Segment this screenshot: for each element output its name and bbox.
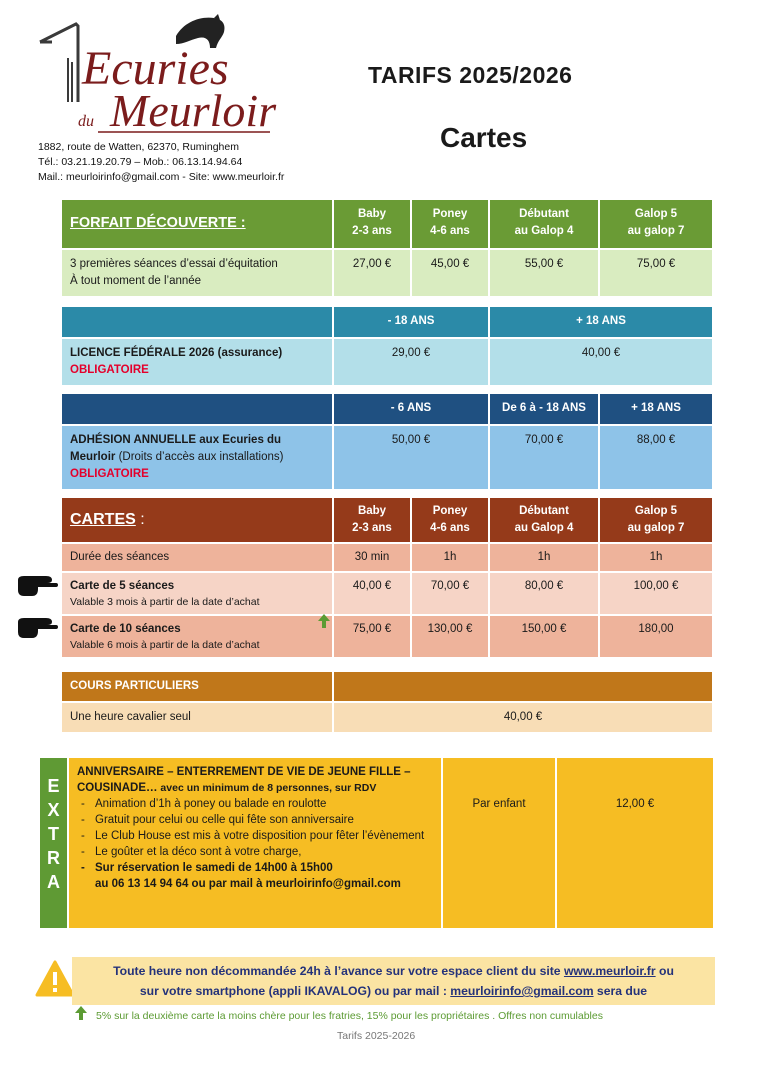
price-cell: 45,00 € [411, 249, 489, 297]
list-item: - Gratuit pour celui ou celle qui fête son anniversaire [77, 812, 433, 828]
pointing-hand-icon [16, 572, 58, 598]
extra-description: ANNIVERSAIRE – ENTERREMENT DE VIE DE JEUNE FILLE – COUSINADE… avec un minimum de 8 personnes, sur RDV - Animation d’1h à poney ou balade en roulotte - Gratuit pour celui ou celle qui fête son anniversaire - Le Club House est mis à votre disposition pour fêter l’évènement - Le goûter et la déco sont à votre charge, - Sur réservation le samedi de 14h00 à 15h00 au 06 13 14 94 64 ou par mail à meurloirinfo@gmail.com [69, 758, 441, 928]
duration-cell: 30 min [333, 543, 411, 572]
price-cell: 55,00 € [489, 249, 599, 297]
col-baby: Baby 2-3 ans [333, 199, 411, 249]
address: 1882, route de Watten, 62370, Ruminghem [38, 141, 239, 153]
col-debutant: Débutant au Galop 4 [489, 199, 599, 249]
price-cell: 40,00 € [333, 702, 713, 733]
price-cell: 70,00 € [489, 425, 599, 490]
card5-label: Carte de 5 séances Valable 3 mois à partir de la date d’achat [61, 572, 333, 615]
mail-site[interactable]: Mail.: meurloirinfo@gmail.com - Site: www.meurloir.fr [38, 171, 285, 183]
ecuries-logo [38, 14, 278, 140]
extra-booking-contact: au 06 13 14 94 64 ou par mail à meurloirinfo@gmail.com [95, 878, 401, 890]
licence-label: LICENCE FÉDÉRALE 2026 (assurance) [70, 347, 283, 359]
price-cell: 75,00 € [333, 615, 411, 658]
adhesion-col-under6: - 6 ANS [333, 393, 489, 425]
duration-cell: 1h [599, 543, 713, 572]
logo-word-du: du [78, 113, 94, 130]
extra-list [77, 796, 433, 876]
adhesion-table [60, 392, 714, 491]
price-cell: 130,00 € [411, 615, 489, 658]
licence-col-over18: + 18 ANS [489, 306, 713, 338]
logo-word-meurloir: Meurloir [110, 85, 277, 136]
cours-heading: COURS PARTICULIERS [70, 680, 199, 692]
logo-word-ecuries: Ecuries [82, 42, 229, 95]
col-baby: Baby 2-3 ans [333, 497, 411, 543]
list-item: - Le Club House est mis à votre disposition pour fêter l’évènement [77, 828, 433, 844]
page-subtitle: Cartes [440, 122, 528, 153]
price-cell: 70,00 € [411, 572, 489, 615]
col-poney: Poney 4-6 ans [411, 497, 489, 543]
cours-header-blank [333, 671, 713, 702]
green-horse-icon [318, 614, 330, 628]
price-cell: 40,00 € [489, 338, 713, 386]
price-cell: 100,00 € [599, 572, 713, 615]
cours-heading-cell [61, 671, 333, 702]
price-cell: 27,00 € [333, 249, 411, 297]
forfait-table [60, 198, 714, 298]
duration-cell: 1h [411, 543, 489, 572]
col-galop5: Galop 5 au galop 7 [599, 497, 713, 543]
page-footer: Tarifs 2025-2026 [337, 1030, 416, 1042]
list-item: - Le goûter et la déco sont à votre charge, [77, 844, 433, 860]
price-cell: 40,00 € [333, 572, 411, 615]
licence-label-cell [61, 338, 333, 386]
licence-mandatory: OBLIGATOIRE [70, 364, 149, 376]
adhesion-mandatory: OBLIGATOIRE [70, 468, 149, 480]
discount-note: 5% sur la deuxième carte la moins chère pour les fratries, 15% pour les propriétaires . Offres non cumulables [96, 1010, 603, 1022]
licence-table [60, 305, 714, 387]
price-cell: 80,00 € [489, 572, 599, 615]
page-title: TARIFS 2025/2026 [368, 62, 573, 88]
list-item: - Sur réservation le samedi de 14h00 à 15h00 [77, 860, 433, 876]
extra-title: ANNIVERSAIRE – ENTERREMENT DE VIE DE JEUNE FILLE – COUSINADE… [77, 766, 411, 794]
licence-header-blank [61, 306, 333, 338]
adhesion-label: ADHÉSION ANNUELLE aux Ecuries du Meurloir [70, 434, 282, 463]
card10-label: Carte de 10 séances Valable 6 mois à partir de la date d’achat [61, 615, 333, 658]
price-cell: 50,00 € [333, 425, 489, 490]
forfait-desc: 3 premières séances d’essai d’équitation À tout moment de l’année [61, 249, 333, 297]
green-horse-icon [75, 1006, 87, 1020]
extra-block [40, 758, 713, 928]
col-debutant: Débutant au Galop 4 [489, 497, 599, 543]
licence-col-under18: - 18 ANS [333, 306, 489, 338]
contact-block [38, 140, 284, 185]
price-cell: 29,00 € [333, 338, 489, 386]
site-link[interactable]: www.meurloir.fr [563, 964, 656, 978]
price-cell: 75,00 € [599, 249, 713, 297]
extra-price: 12,00 € [557, 758, 713, 928]
cartes-heading-cell: CARTES : [61, 497, 333, 543]
price-cell: 88,00 € [599, 425, 713, 490]
adhesion-col-6-18: De 6 à - 18 ANS [489, 393, 599, 425]
col-galop5: Galop 5 au galop 7 [599, 199, 713, 249]
price-cell: 150,00 € [489, 615, 599, 658]
extra-side-label: E X T R A [40, 758, 67, 928]
price-cell: 180,00 [599, 615, 713, 658]
cours-table [60, 670, 714, 734]
phones: Tél.: 03.21.19.20.79 – Mob.: 06.13.14.94.64 [38, 156, 243, 168]
col-poney: Poney 4-6 ans [411, 199, 489, 249]
duration-cell: 1h [489, 543, 599, 572]
mail-link[interactable]: meurloirinfo@gmail.com [450, 984, 594, 998]
forfait-heading: FORFAIT DÉCOUVERTE : [70, 215, 246, 231]
pointing-hand-icon [16, 614, 58, 640]
extra-per-child: Par enfant [443, 758, 555, 928]
warning-icon [35, 960, 75, 998]
cartes-table [60, 496, 714, 659]
duration-label: Durée des séances [61, 543, 333, 572]
adhesion-header-blank [61, 393, 333, 425]
list-item: - Animation d’1h à poney ou balade en roulotte [77, 796, 433, 812]
adhesion-label-cell [61, 425, 333, 490]
cancellation-notice: Toute heure non décommandée 24h à l’avance sur votre espace client du site www.meurloir.fr ou sur votre smartphone (appli IKAVALOG) ou par mail : meurloirinfo@gmail.com sera due [72, 957, 715, 1005]
forfait-heading-cell [61, 199, 333, 249]
adhesion-col-over18: + 18 ANS [599, 393, 713, 425]
cartes-heading: CARTES [70, 510, 136, 528]
cours-label: Une heure cavalier seul [61, 702, 333, 733]
adhesion-label-rest: (Droits d’accès aux installations) [115, 451, 284, 463]
